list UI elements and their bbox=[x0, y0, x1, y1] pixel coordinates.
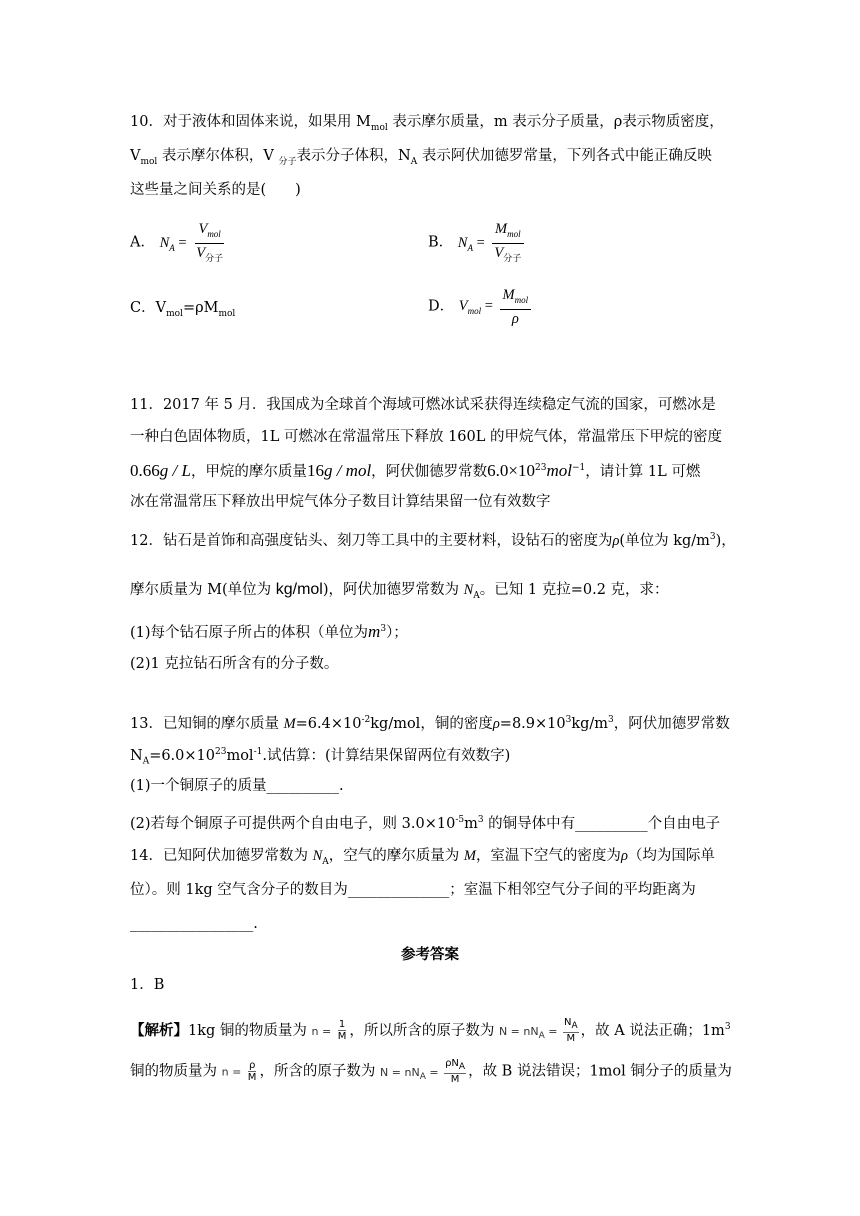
q12-line1: 12．钻石是首饰和高强度钻头、刻刀等工具中的主要材料，设钻石的密度为ρ(单位为 $kg/m^3$)， bbox=[130, 532, 736, 549]
q13-line3: (1)一个铜原子的质量__________. bbox=[130, 778, 344, 794]
q14-line2: 位）。则 1kg 空气含分子的数目为______________；室温下相邻空气分子间的平均距离为 bbox=[130, 882, 696, 898]
explanation-line1: 【解析】1kg 铜的物质量为 n = $\frac{1}{M}$ ，所以所含的原子数为 $N = nN_A$ = $\frac{N_A}{M}$ ，故 A 说法正确；$1m^3$ bbox=[130, 1017, 731, 1045]
q10-option-b: B． $N_A$ = $\frac{M_{mol}}{V_{分子}}$ bbox=[428, 220, 527, 267]
q12-line4: (2)1 克拉钻石所含有的分子数。 bbox=[130, 656, 339, 672]
q10-option-c: C．$V_{mol}=\rho M_{mol}$ bbox=[130, 300, 236, 319]
q11-line1: 11．2017 年 5 月．我国成为全球首个海域可燃冰试采获得连续稳定气流的国家，可燃冰是 bbox=[130, 397, 716, 413]
formula-n-total: $N = nN_A$ = bbox=[498, 1024, 561, 1042]
q11-line4: 冰在常温常压下释放出甲烷气体分子数目计算结果留一位有效数字 bbox=[130, 494, 551, 510]
q14-line1: 14．已知阿伏加德罗常数为 $N_A$，空气的摩尔质量为 M，室温下空气的密度为ρ（均为国际单 bbox=[130, 848, 715, 867]
q10-option-a: A． $N_A$ = $\frac{V_{mol}}{V_{分子}}$ bbox=[130, 220, 229, 267]
q11-line3: 0.66g / L，甲烷的摩尔质量16g / mol，阿伏伽德罗常数$6.0\times 10^{23}mol^{-1}$，请计算 1L 可燃 bbox=[130, 460, 701, 480]
formula-a: $N_A$ = $\frac{V_{mol}}{V_{分子}}$ bbox=[159, 221, 224, 263]
q13-line1: 13．已知铜的摩尔质量 $M=6.4\times 10^{-2}kg$/mol，铜的密度$\rho=8.9\times 10^3kg/m^3$，阿伏加德罗常数 bbox=[130, 715, 730, 732]
q12-line2: 摩尔质量为 M(单位为 kg/mol)，阿伏加德罗常数为 $N_A$。已知 1 克拉=0.2 克，求： bbox=[130, 581, 669, 601]
q10-option-d: D． $V_{mol}$ = $\frac{M_{mol}}{\rho}$ bbox=[428, 286, 534, 328]
formula-n-cubic: $N = nN_A$ = bbox=[380, 1065, 443, 1082]
answers-heading: 参考答案 bbox=[401, 946, 459, 963]
formula-d: $V_{mol}$ = $\frac{M_{mol}}{\rho}$ bbox=[459, 298, 534, 314]
answer-1: 1．B bbox=[130, 977, 165, 993]
q14-line3: _________________. bbox=[130, 916, 258, 932]
q12-line3: (1)每个钻石原子所占的体积（单位为$m^3$）； bbox=[130, 621, 408, 641]
q13-line4: (2)若每个铜原子可提供两个自由电子，则 $3.0\times 10^{-5}m^3$ 的铜导体中有__________个自由电子 bbox=[130, 815, 721, 832]
q11-line2: 一种白色固体物质，1L 可燃冰在常温常压下释放 160L 的甲烷气体，常温常压下甲烷的密度 bbox=[130, 429, 722, 445]
formula-b: $N_A$ = $\frac{M_{mol}}{V_{分子}}$ bbox=[458, 235, 527, 251]
q13-line2: $N_A=6.0\times 10^{23}mol^{-1}$.试估算：(计算结果保留两位有效数字) bbox=[130, 747, 511, 767]
q10-line3: 这些量之间关系的是( ) bbox=[130, 182, 301, 198]
explanation-line2: 铜的物质量为 n = $\frac{\rho}{M}$ ，所含的原子数为 $N = nN_A$ = $\frac{\rho N_A}{M}$ ，故 B 说法错误；1mol 铜分子的质量为 bbox=[130, 1058, 732, 1085]
q10-line2: $V_{mol}$ 表示摩尔体积，V $_{分子}$表示分子体积，$N_A$ 表示阿伏加德罗常量，下列各式中能正确反映 bbox=[130, 148, 712, 167]
q10-line1: 10．对于液体和固体来说，如果用 $M_{mol}$ 表示摩尔质量，m 表示分子质量，ρ表示物质密度， bbox=[130, 114, 724, 133]
